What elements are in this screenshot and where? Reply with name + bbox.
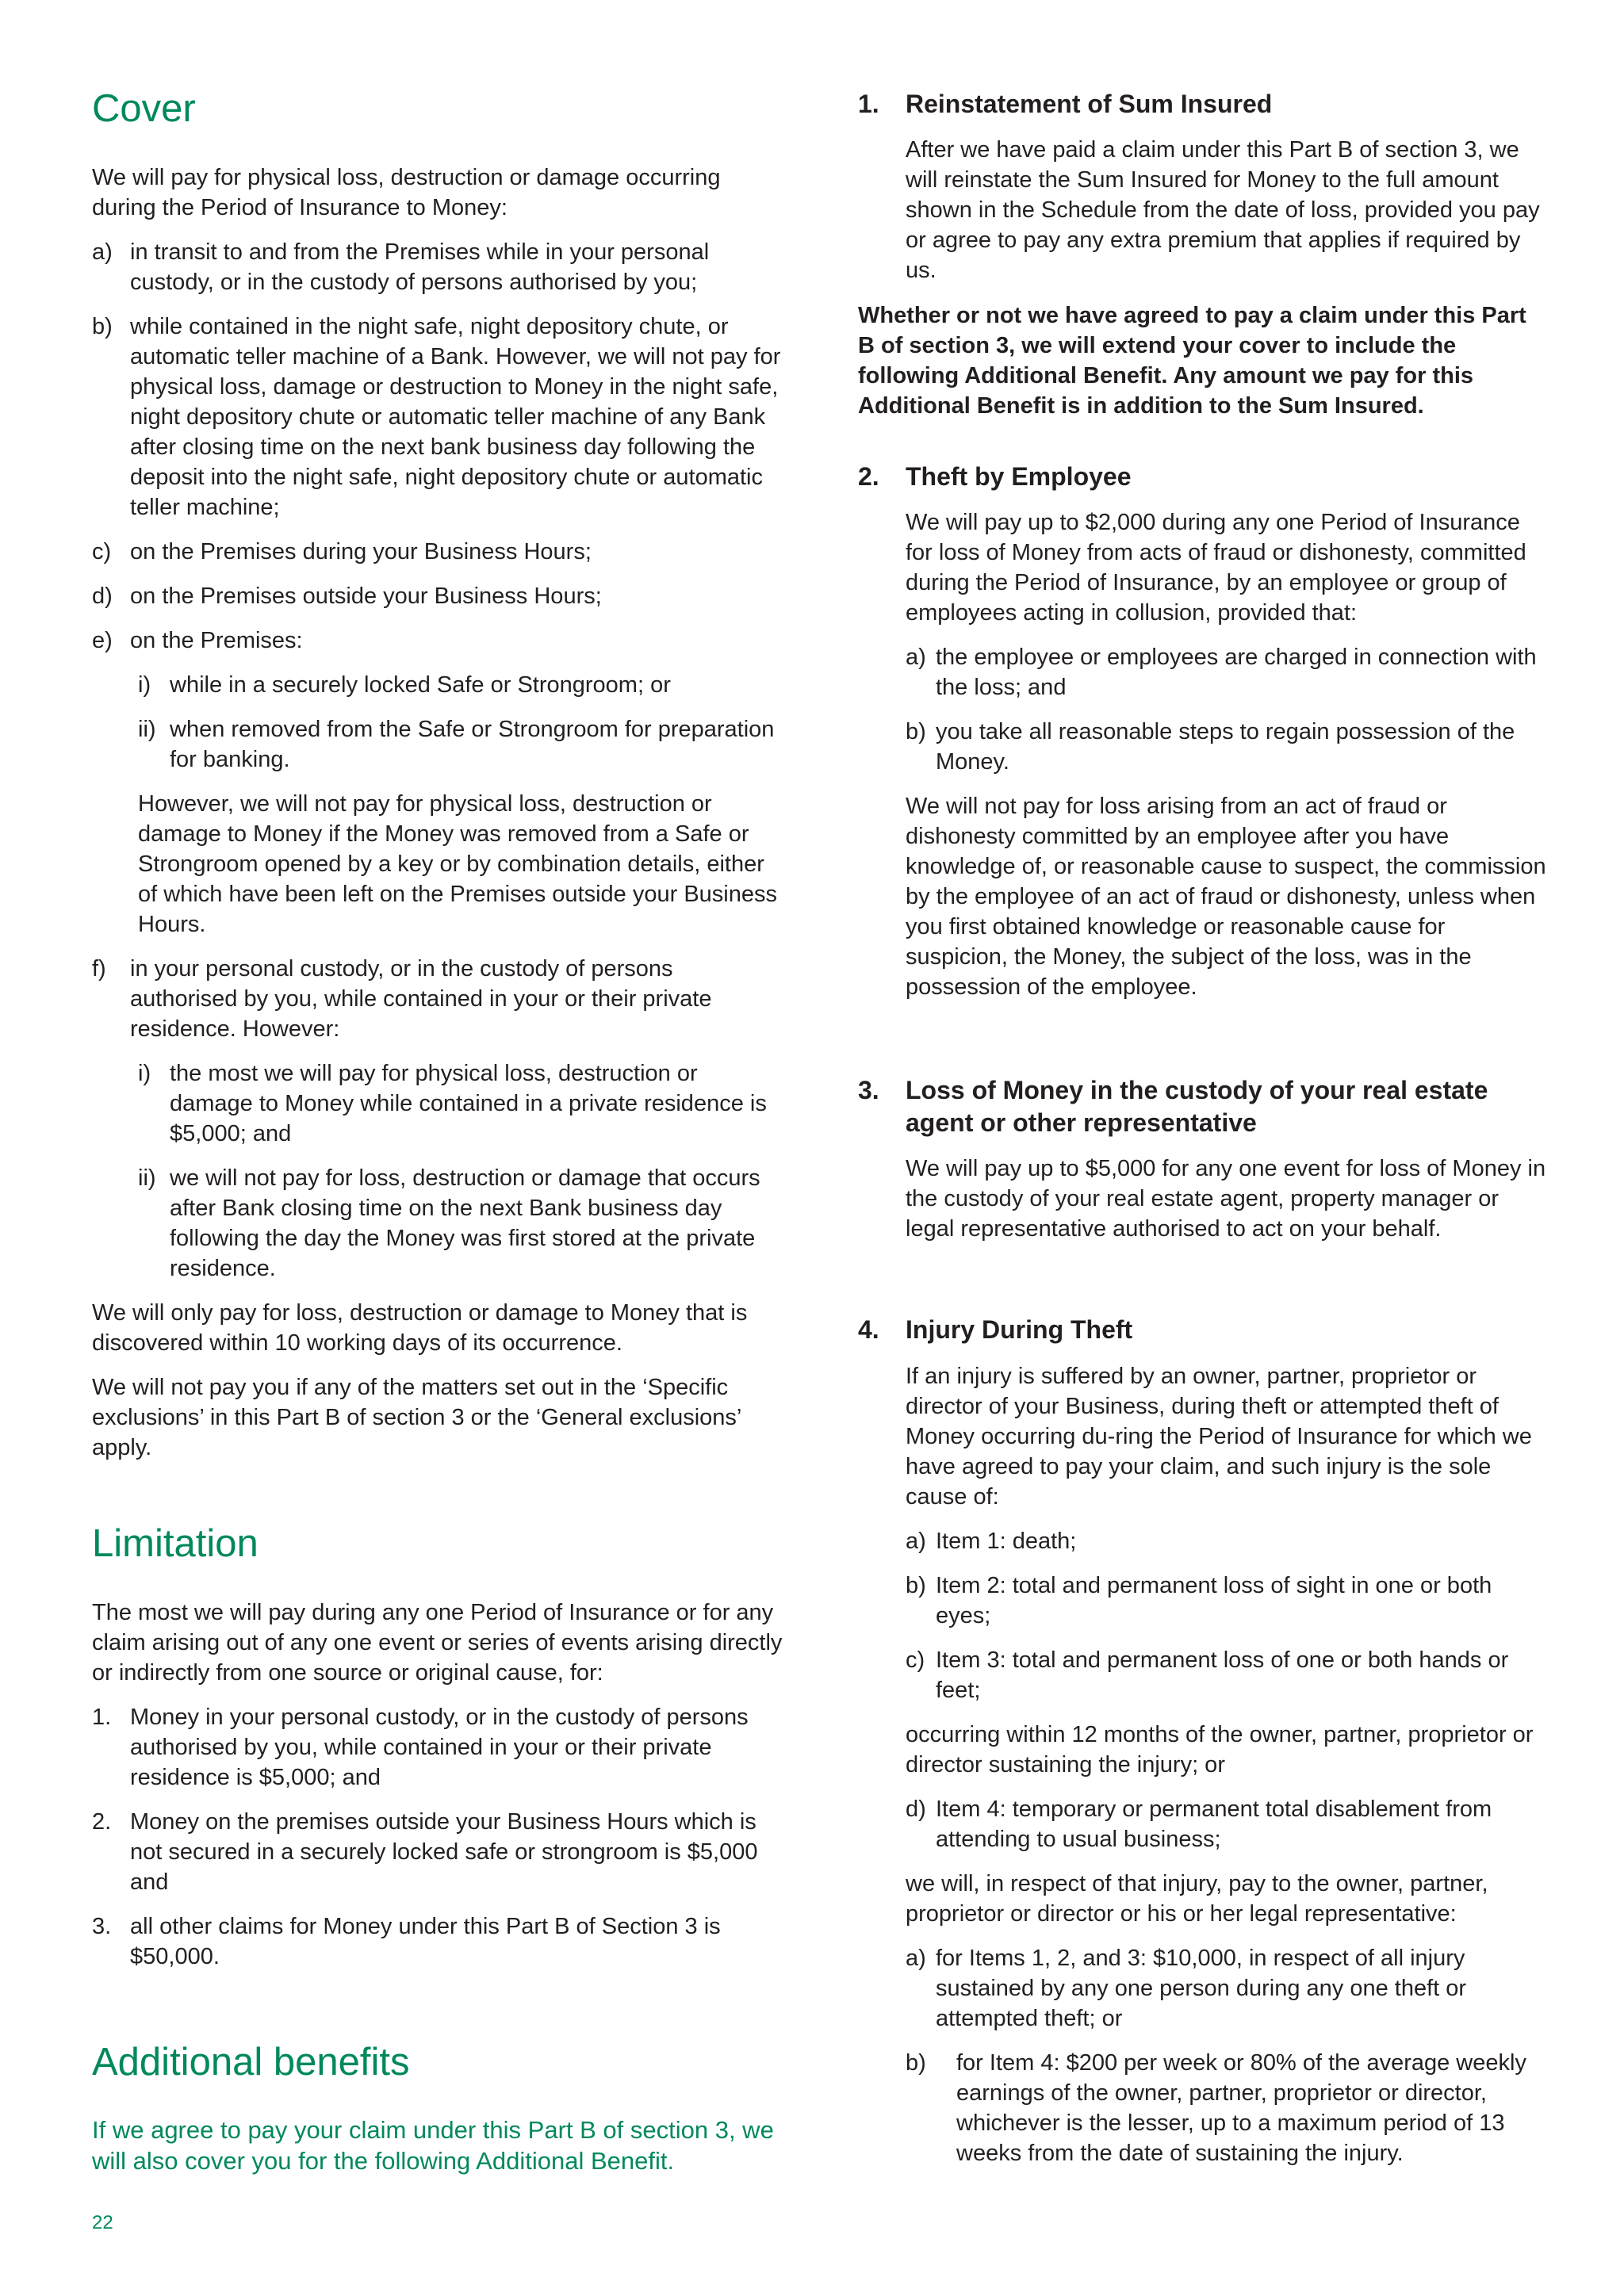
list-item: [92, 1807, 787, 1897]
list-text: Item 1: death;: [936, 1529, 1077, 1554]
list-item: [906, 1645, 1548, 1705]
section-4-body: [906, 1361, 1548, 2183]
list-item: [92, 714, 787, 775]
list-item: [92, 1163, 787, 1284]
list-marker: d): [906, 1797, 926, 1822]
list-text: Item 3: total and permanent loss of one or both hands or feet;: [936, 1647, 1509, 1703]
section-4-item-d: [906, 1794, 1548, 1854]
list-marker: a): [906, 1529, 926, 1554]
cover-list-f: [92, 954, 787, 1044]
list-marker: i): [138, 1061, 151, 1086]
cover-list: [92, 237, 787, 656]
list-text: Money in your personal custody, or in the custody of persons authorised by you, while contained in your or their private residence is $5,000; and: [130, 1705, 749, 1790]
list-text: while in a securely locked Safe or Strongroom; or: [170, 672, 671, 698]
list-marker: b): [92, 314, 113, 339]
list-text: when removed from the Safe or Strongroom for preparation for banking.: [170, 717, 775, 772]
list-marker: c): [92, 539, 112, 564]
list-item: [906, 1943, 1548, 2034]
section-2-heading: [858, 461, 1548, 493]
list-text: on the Premises outside your Business Hours;: [130, 584, 602, 609]
list-item: [906, 642, 1548, 702]
list-item: [92, 1702, 787, 1793]
list-text: Item 2: total and permanent loss of sight in one or both eyes;: [936, 1573, 1492, 1628]
list-text: all other claims for Money under this Part B of Section 3 is $50,000.: [130, 1914, 721, 1969]
section-1-heading: [858, 88, 1548, 121]
section-title: Theft by Employee: [906, 462, 1132, 491]
section-1-body: [906, 135, 1548, 300]
list-marker: b): [906, 2050, 926, 2076]
list-marker: a): [906, 1946, 926, 1971]
list-item: [92, 312, 787, 522]
list-marker: b): [906, 719, 926, 744]
section-4-we-will: we will, in respect of that injury, pay to the owner, partner, proprietor or director or his or her legal representative:: [906, 1871, 1488, 1927]
cover-heading: Cover: [92, 87, 196, 130]
cover-intro: We will pay for physical loss, destruction or damage occurring during the Period of Insurance to Money:: [92, 165, 721, 220]
list-item: [906, 2048, 1548, 2168]
list-item: [906, 1526, 1548, 1556]
list-text: on the Premises during your Business Hours;: [130, 539, 592, 564]
list-item: [92, 237, 787, 297]
section-title: Injury During Theft: [906, 1315, 1133, 1344]
list-text: for Item 4: $200 per week or 80% of the average weekly earnings of the owner, partner, proprietor or director, whichever is the lesser, up to a maximum period of 13 weeks from the date of sustaining the injury.: [956, 2050, 1526, 2166]
cover-section: [92, 163, 787, 1477]
page-number: 22: [92, 2212, 113, 2233]
list-item: [92, 670, 787, 700]
section-2-text: We will pay up to $2,000 during any one Period of Insurance for loss of Money from acts of fraud or dishonesty, committed during the Period of Insurance, by an employee or group of employees acting in collusion, provided that:: [906, 510, 1526, 626]
list-item: [906, 1571, 1548, 1631]
list-marker: c): [906, 1647, 925, 1673]
list-text: in transit to and from the Premises while in your personal custody, or in the custody of persons authorised by you;: [130, 239, 710, 295]
list-item: [92, 1911, 787, 1972]
list-marker: i): [138, 672, 151, 698]
section-2-closing: We will not pay for loss arising from an act of fraud or dishonesty committed by an employee after you have knowledge of, or reasonable cause to suspect, the commission by the employee of an act of fraud or dishonesty, unless when you first obtained knowledge or reasonable cause for suspicion, the Money, the subject of the loss, was in the possession of the employee.: [906, 794, 1546, 1000]
list-marker: b): [906, 1573, 926, 1598]
list-text: you take all reasonable steps to regain possession of the Money.: [936, 719, 1515, 775]
list-marker: a): [906, 645, 926, 670]
list-marker: 2.: [92, 1809, 112, 1835]
limitation-list: [92, 1702, 787, 1972]
section-title: Reinstatement of Sum Insured: [906, 90, 1273, 118]
list-text: Money on the premises outside your Business Hours which is not secured in a securely locked safe or strongroom is $5,000 and: [130, 1809, 758, 1895]
list-item: [92, 1058, 787, 1149]
cover-e-sublist: [92, 670, 787, 775]
cover-f-sublist: [92, 1058, 787, 1284]
list-text: we will not pay for loss, destruction or damage that occurs after Bank closing time on the next Bank business day following the day the Money was first stored at the private residence.: [170, 1165, 760, 1281]
section-1-text: After we have paid a claim under this Part B of section 3, we will reinstate the Sum Insured for Money to the full amount shown in the Schedule from the date of loss, provided you pay or agree to pay any extra premium that applies if required by us.: [906, 137, 1540, 283]
list-text: while contained in the night safe, night depository chute, or automatic teller machine of a Bank. However, we will not pay for physical loss, damage or destruction to Money in the night safe, night depository chute or automatic teller machine of any Bank after closing time on the next bank business day following the deposit into the night safe, night depository chute or automatic teller machine;: [130, 314, 781, 520]
section-number: 1.: [858, 90, 879, 118]
list-text: in your personal custody, or in the custody of persons authorised by you, while contained in your or their private residence. However:: [130, 956, 712, 1042]
list-text: for Items 1, 2, and 3: $10,000, in respect of all injury sustained by any one person during any one theft or attempted theft; or: [936, 1946, 1467, 2031]
section-2-list: [906, 642, 1548, 777]
section-number: 4.: [858, 1315, 879, 1344]
additional-benefits-intro: If we agree to pay your claim under this Part B of section 3, we will also cover you for the following Additional Benefit.: [92, 2116, 774, 2175]
cover-closing-1: We will only pay for loss, destruction or damage to Money that is discovered within 10 working days of its occurrence.: [92, 1300, 748, 1356]
list-text: Item 4: temporary or permanent total disablement from attending to usual business;: [936, 1797, 1492, 1852]
list-marker: 3.: [92, 1914, 112, 1939]
section-2-body: [906, 507, 1548, 1016]
list-marker: f): [92, 956, 106, 982]
limitation-section: [92, 1598, 787, 1986]
section-4-occurring: occurring within 12 months of the owner, partner, proprietor or director sustaining the injury; or: [906, 1722, 1534, 1777]
list-marker: d): [92, 584, 113, 609]
section-3-text: We will pay up to $5,000 for any one event for loss of Money in the custody of your real estate agent, property manager or legal representative authorised to act on your behalf.: [906, 1156, 1546, 1242]
list-item: [92, 581, 787, 611]
section-3-heading: [858, 1074, 1548, 1139]
section-number: 3.: [858, 1076, 879, 1104]
list-text: the most we will pay for physical loss, destruction or damage to Money while contained in a private residence is $5,000; and: [170, 1061, 767, 1146]
limitation-intro: The most we will pay during any one Period of Insurance or for any claim arising out of any one event or series of events arising directly or indirectly from one source or original cause, for:: [92, 1600, 783, 1686]
list-marker: a): [92, 239, 113, 265]
limitation-heading: Limitation: [92, 1522, 259, 1565]
list-marker: ii): [138, 717, 156, 742]
list-item: [92, 954, 787, 1044]
additional-benefit-note: Whether or not we have agreed to pay a claim under this Part B of section 3, we will extend your cover to include the following Additional Benefit. Any amount we pay for this Additional Benefit is in addition to the Sum Insured.: [858, 303, 1526, 419]
section-title: Loss of Money in the custody of your real estate agent or other representative: [906, 1076, 1488, 1137]
section-number: 2.: [858, 462, 879, 491]
section-4-items: [906, 1526, 1548, 1705]
section-4-text: If an injury is suffered by an owner, partner, proprietor or director of your Business, during theft or attempted theft of Money occurring du-ring the Period of Insurance for which we have agreed to pay your claim, and such injury is the sole cause of:: [906, 1364, 1532, 1510]
cover-e-however: However, we will not pay for physical loss, destruction or damage to Money if the Money was removed from a Safe or Strongroom opened by a key or by combination details, either of which have been left on the Premises outside your Business Hours.: [138, 791, 778, 937]
list-marker: 1.: [92, 1705, 112, 1730]
list-marker: e): [92, 628, 113, 653]
list-item: [906, 717, 1548, 777]
cover-closing-2: We will not pay you if any of the matters set out in the ‘Specific exclusions’ in this Part B of section 3 or the ‘General exclusions’ apply.: [92, 1375, 741, 1460]
section-4-heading: [858, 1314, 1548, 1346]
section-4-pay-items: [906, 1943, 1548, 2168]
list-item: [92, 626, 787, 656]
list-text: the employee or employees are charged in connection with the loss; and: [936, 645, 1537, 700]
additional-benefits-heading: Additional benefits: [92, 2041, 410, 2084]
list-item: [906, 1794, 1548, 1854]
list-marker: ii): [138, 1165, 156, 1191]
list-text: on the Premises:: [130, 628, 303, 653]
list-item: [92, 537, 787, 567]
section-3-body: [906, 1154, 1548, 1258]
